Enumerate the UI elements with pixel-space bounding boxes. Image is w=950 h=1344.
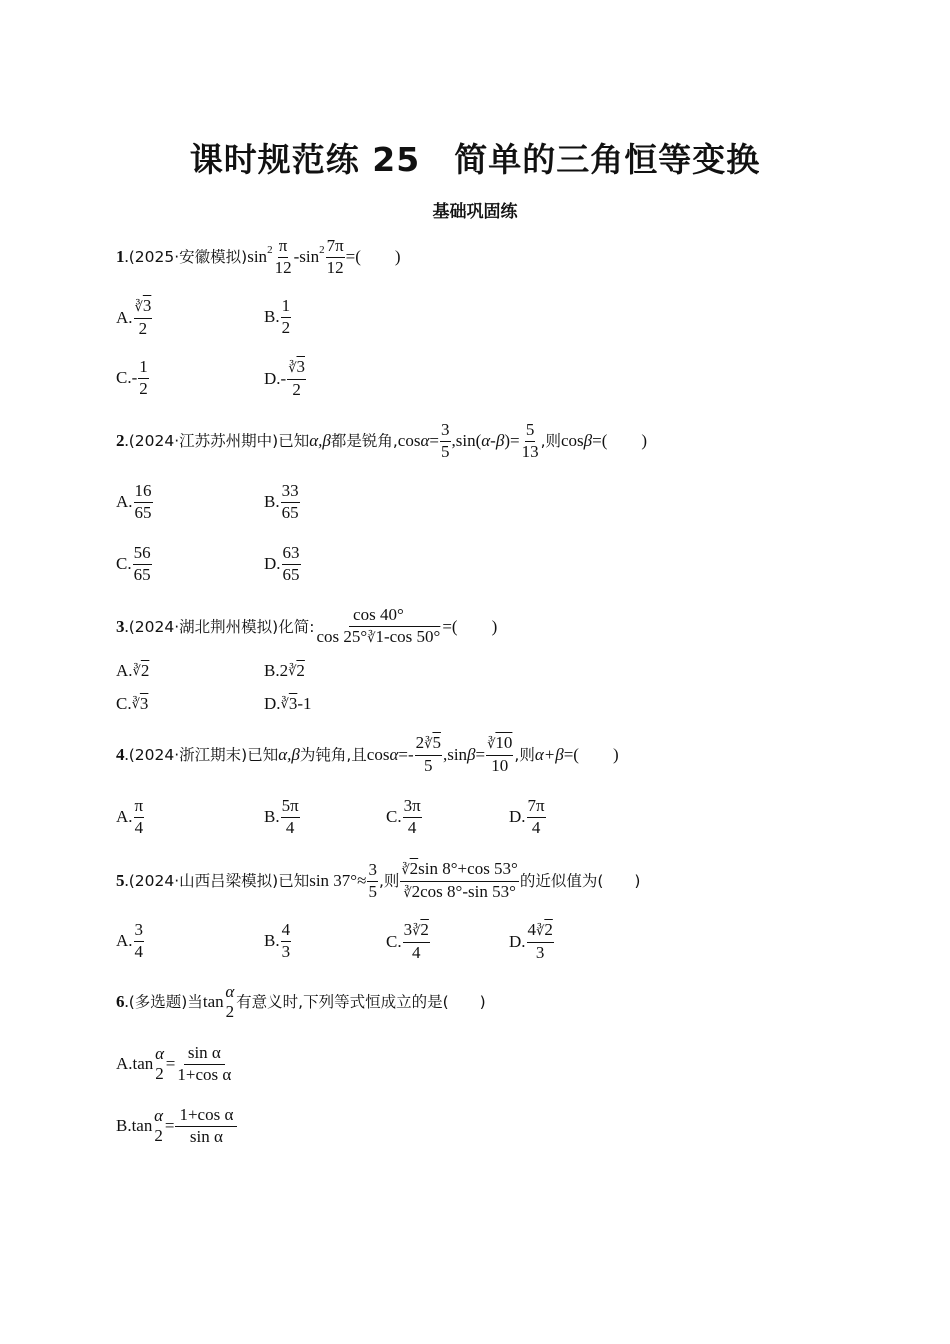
fraction: $\frac{\cos 40^\circ}{\cos 25^\circ∛1-\cos 50^\circ}$ (316, 605, 441, 646)
option-5d[interactable]: D. $\frac{4∛2}{3}$ (509, 920, 553, 962)
option-4b[interactable]: B. $\frac{5\pi}{4}$ (264, 796, 299, 837)
question-1: 1 . (2025·安徽模拟) sin 2 $\frac{\pi}{12}$ - sin 2 $\frac{7\pi}{12}$ =( ) (116, 236, 401, 277)
fraction: α 2 (225, 982, 235, 1021)
answer-blank: 的近似值为( ) (519, 872, 641, 890)
fraction: $\frac{7\pi}{4}$ (527, 796, 545, 837)
option-4c[interactable]: C. $\frac{3\pi}{4}$ (386, 796, 421, 837)
option-5c[interactable]: C. $\frac{3∛2}{4}$ (386, 920, 429, 962)
question-6: 6 . (多选题)当 tan α 2 有意义时,下列等式恒成立的是( ) (116, 982, 486, 1021)
option-4a[interactable]: A. $\frac{\pi}{4}$ (116, 796, 144, 837)
fraction: $\frac{33}{65}$ (281, 481, 299, 522)
question-number: 5 (116, 871, 125, 890)
option-5a[interactable]: A. $\frac{3}{4}$ (116, 920, 144, 961)
answer-blank: =( ) (442, 616, 498, 636)
option-3a[interactable]: A. ∛ 2 (116, 661, 150, 680)
option-4d[interactable]: D. $\frac{7\pi}{4}$ (509, 796, 545, 837)
fraction: $\frac{5\pi}{4}$ (281, 796, 299, 837)
question-number: 3 (116, 616, 125, 636)
option-3d[interactable]: D. ∛ 3 -1 (264, 694, 312, 713)
section-subtitle: 基础巩固练 (432, 202, 518, 222)
fraction: $\frac{1}{2}$ (139, 357, 148, 398)
fraction: $\frac{∛3}{2}$ (134, 296, 152, 338)
option-6b[interactable]: B.tan α 2 = $\frac{\text{1+cos α}}{\text{sin α}}$ (116, 1105, 238, 1147)
fraction: $\frac{\pi}{4}$ (134, 796, 144, 837)
fraction: $\frac{4}{3}$ (281, 920, 291, 961)
fraction: $\frac{∛3}{2}$ (288, 357, 305, 399)
fraction: $\frac{3∛2}{4}$ (403, 920, 429, 962)
question-source: (多选题)当 (128, 993, 203, 1011)
option-6a[interactable]: A.tan α 2 = $\frac{\text{sin α}}{\text{1+cos α}}$ (116, 1043, 232, 1084)
fraction: $\frac{4∛2}{3}$ (527, 920, 553, 962)
question-number: 1 (116, 247, 125, 266)
question-source: (2024·浙江期末)已知 (128, 745, 279, 764)
option-1c[interactable]: C.- $\frac{1}{2}$ (116, 357, 148, 398)
fraction: $\frac{\pi}{12}$ (274, 236, 292, 277)
fraction: α 2 (155, 1044, 165, 1083)
fraction: $\frac{56}{65}$ (133, 543, 151, 584)
fraction: $\frac{∛2\sin 8^\circ+\cos 53^\circ}{∛2\cos 8^\circ-\sin 53^\circ}$ (401, 859, 518, 901)
fraction: $\frac{3}{4}$ (134, 920, 144, 961)
answer-blank: =( ) (563, 744, 619, 764)
option-1b[interactable]: B. $\frac{1}{2}$ (264, 296, 291, 337)
fraction: $\frac{\text{1+cos α}}{\text{sin α}}$ (175, 1105, 237, 1147)
question-number: 6 (116, 992, 125, 1011)
question-2: 2 . (2024·江苏苏州期中)已知 α,β 都是锐角, cos α = $\frac{3}{5}$ ,sin( α-β )= $\frac{5}{13}$ ,则 cos β =( ) (116, 420, 648, 461)
option-2a[interactable]: A. $\frac{16}{65}$ (116, 481, 152, 522)
fraction: $\frac{3}{5}$ (368, 860, 377, 901)
answer-blank: =( ) (592, 431, 648, 450)
fraction: α 2 (154, 1106, 164, 1145)
fraction: $\frac{63}{65}$ (282, 543, 300, 584)
option-1a[interactable]: A. $\frac{∛3}{2}$ (116, 296, 152, 338)
fraction: $\frac{\text{sin α}}{\text{1+cos α}}$ (177, 1043, 232, 1084)
option-2b[interactable]: B. $\frac{33}{65}$ (264, 481, 299, 522)
question-5: 5 . (2024·山西吕梁模拟)已知 sin 37°≈ $\frac{3}{5}$ ,则 $\frac{∛2\sin 8^\circ+\cos 53^\circ}{∛2\cos 8^\circ-\sin 53^\circ}$ 的近似值为( ) (116, 859, 641, 901)
option-1d[interactable]: D.- $\frac{∛3}{2}$ (264, 357, 305, 399)
question-source: (2024·江苏苏州期中)已知 (128, 432, 310, 450)
question-number: 2 (116, 431, 125, 450)
fraction: $\frac{3}{5}$ (441, 420, 450, 461)
answer-blank: =( ) (345, 247, 401, 266)
option-5b[interactable]: B. $\frac{4}{3}$ (264, 920, 291, 961)
answer-blank: 有意义时,下列等式恒成立的是( ) (236, 993, 486, 1011)
fraction: $\frac{∛10}{10}$ (487, 733, 513, 775)
question-number: 4 (116, 744, 125, 764)
page-title: 课时规范练 25 简单的三角恒等变换 (189, 140, 761, 179)
option-3b[interactable]: B.2 ∛ 2 (264, 661, 305, 680)
fraction: $\frac{7\pi}{12}$ (326, 236, 344, 277)
question-source: (2024·湖北荆州模拟)化简: (128, 617, 315, 636)
option-2c[interactable]: C. $\frac{56}{65}$ (116, 543, 151, 584)
question-source: (2024·山西吕梁模拟)已知 (128, 872, 310, 890)
fraction: $\frac{3\pi}{4}$ (403, 796, 421, 837)
question-source: (2025·安徽模拟) (128, 248, 248, 266)
fraction: $\frac{2∛5}{5}$ (415, 733, 441, 775)
fraction: $\frac{1}{2}$ (281, 296, 291, 337)
option-3c[interactable]: C. ∛ 3 (116, 694, 149, 713)
fraction: $\frac{16}{65}$ (134, 481, 152, 522)
question-3: 3 . (2024·湖北荆州模拟)化简: $\frac{\cos 40^\circ}{\cos 25^\circ∛1-\cos 50^\circ}$ =( ) (116, 605, 498, 646)
question-4: 4 . (2024·浙江期末)已知 α,β 为钝角,且 cos α =- $\frac{2∛5}{5}$ ,sin β = $\frac{∛10}{10}$ ,则 α+β =( ) (116, 733, 619, 775)
fraction: $\frac{5}{13}$ (521, 420, 539, 461)
option-2d[interactable]: D. $\frac{63}{65}$ (264, 543, 300, 584)
